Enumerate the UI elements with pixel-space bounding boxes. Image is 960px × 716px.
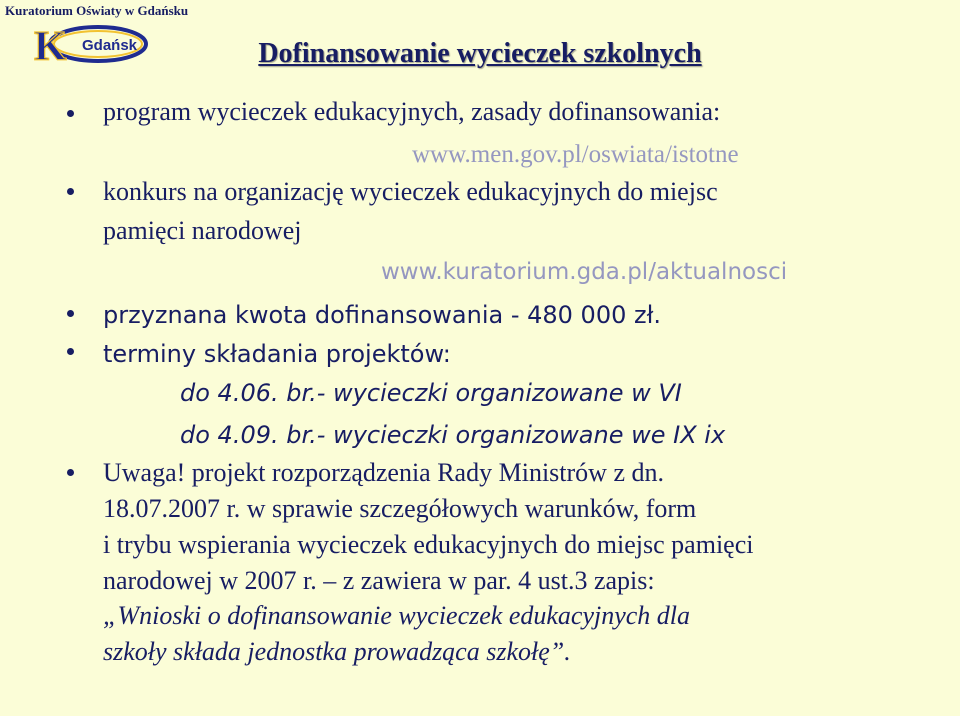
quote-line: szkoły składa jednostka prowadząca szkołę”.	[103, 637, 571, 666]
sub-item: do 4.06. br.- wycieczki organizowane w VI	[180, 379, 682, 407]
bullet-icon	[67, 188, 74, 195]
link-men[interactable]: www.men.gov.pl/oswiata/istotne	[412, 141, 739, 168]
item-line: pamięci narodowej	[103, 216, 302, 245]
item-line: narodowej w 2007 r. – z zawiera w par. 4 ust.3 zapis:	[103, 566, 655, 595]
page-title: Dofinansowanie wycieczek szkolnych	[258, 38, 702, 69]
item-line: i trybu wspierania wycieczek edukacyjnych do miejsc pamięci	[103, 530, 754, 559]
quote-line: „Wnioski o dofinansowanie wycieczek edukacyjnych dla	[103, 601, 691, 630]
item-line: Uwaga! projekt rozporządzenia Rady Ministrów z dn.	[103, 458, 664, 487]
org-name: Kuratorium Oświaty w Gdańsku	[5, 3, 189, 18]
logo-text: Gdańsk	[82, 37, 138, 54]
svg-text:K: K	[34, 24, 67, 68]
item-line: program wycieczek edukacyjnych, zasady dofinansowania:	[103, 97, 721, 126]
item-line: 18.07.2007 r. w sprawie szczegółowych warunków, form	[103, 494, 697, 523]
bullet-icon	[67, 348, 74, 355]
item-line: terminy składania projektów:	[103, 340, 451, 368]
item-line: przyznana kwota dofinansowania - 480 000 zł.	[103, 301, 662, 329]
bullet-icon	[67, 310, 74, 317]
item-line: konkurs na organizację wycieczek edukacyjnych do miejsc	[103, 177, 718, 206]
bullet-icon	[67, 469, 74, 476]
sub-item: do 4.09. br.- wycieczki organizowane we IX ix	[180, 421, 726, 449]
bullet-icon	[67, 110, 74, 117]
link-kuratorium[interactable]: www.kuratorium.gda.pl/aktualnosci	[381, 259, 788, 285]
